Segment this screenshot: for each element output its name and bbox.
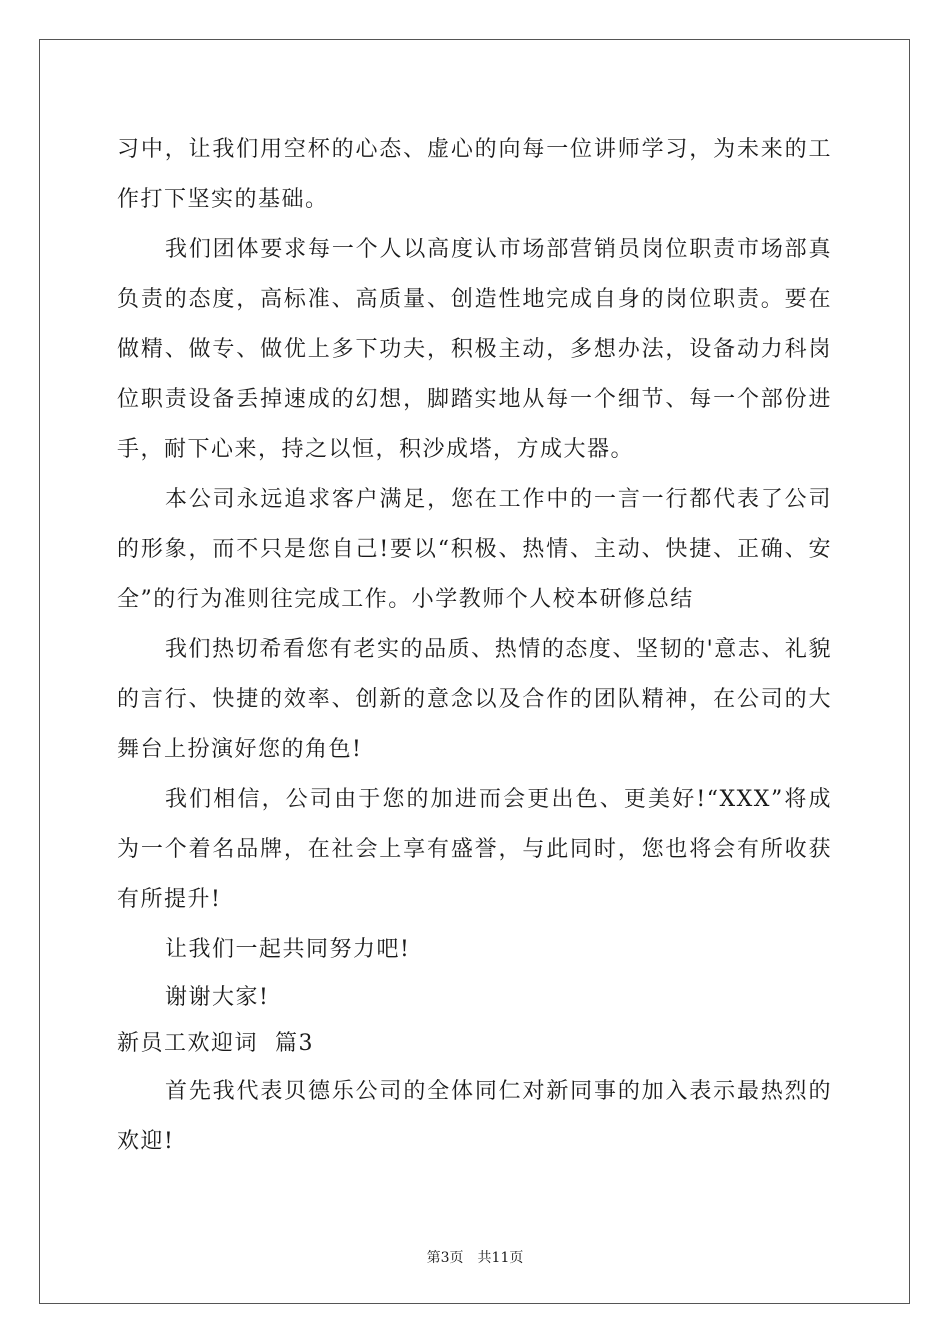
document-body xyxy=(117,125,832,1167)
paragraph-4: 我们热切希看您有老实的品质、热情的态度、坚韧的'意志、礼貌的言行、快捷的效率、创新的意念以及合作的团队精神，在公司的大舞台上扮演好您的角色! xyxy=(117,637,832,762)
paragraph-1: 习中，让我们用空杯的心态、虚心的向每一位讲师学习，为未来的工作打下坚实的基础。 xyxy=(117,137,832,212)
paragraph-8: 首先我代表贝德乐公司的全体同仁对新同事的加入表示最热烈的欢迎! xyxy=(117,1079,832,1154)
paragraph-3: 本公司永远追求客户满足，您在工作中的一言一行都代表了公司的形象，而不只是您自己!要以“积极、热情、主动、快捷、正确、安全”的行为准则往完成工作。小学教师个人校本研修总结 xyxy=(117,487,832,612)
paragraph-7: 谢谢大家! xyxy=(165,985,270,1010)
paragraph-5: 我们相信，公司由于您的加进而会更出色、更美好!“XXX”将成为一个着名品牌，在社会上享有盛誉，与此同时，您也将会有所收获有所提升! xyxy=(117,787,832,912)
page-footer xyxy=(0,1247,950,1267)
page-number: 第3页 xyxy=(426,1250,464,1266)
paragraph-2: 我们团体要求每一个人以高度认市场部营销员岗位职责市场部真负责的态度，高标准、高质量、创造性地完成自身的岗位职责。要在做精、做专、做优上多下功夫，积极主动，多想办法，设备动力科岗位职责设备丢掉速成的幻想，脚踏实地从每一个细节、每一个部份进手，耐下心来，持之以恒，积沙成塔，方成大器。 xyxy=(117,237,832,462)
section-heading: 新员工欢迎词 篇3 xyxy=(117,1031,314,1056)
paragraph-6: 让我们一起共同努力吧! xyxy=(165,937,411,962)
page-total: 共11页 xyxy=(477,1250,524,1266)
